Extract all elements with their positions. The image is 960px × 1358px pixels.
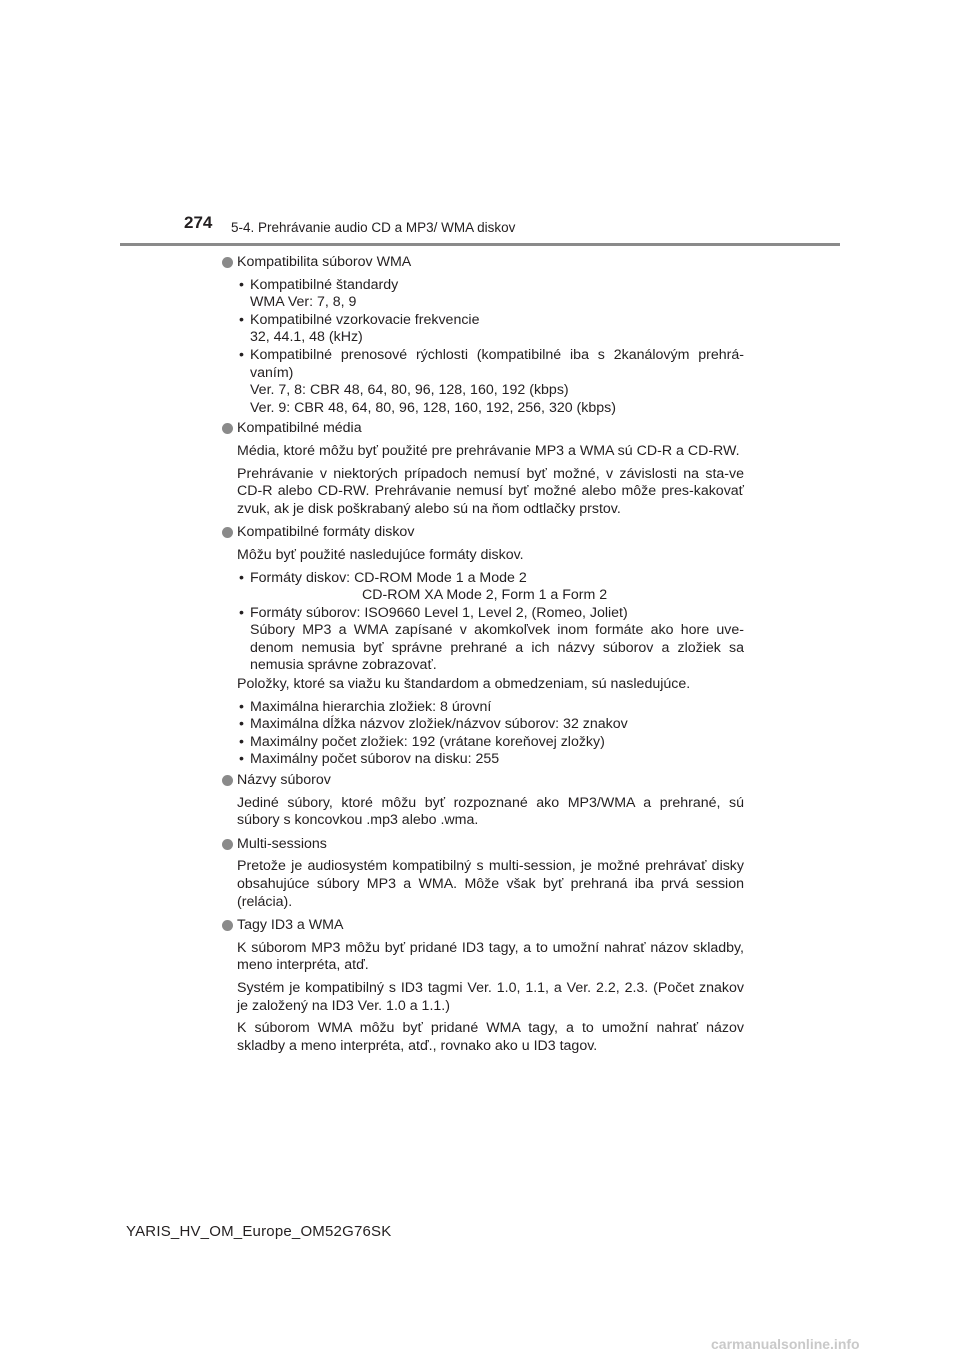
- item-line: CD-ROM XA Mode 2, Form 1 a Form 2: [362, 587, 608, 604]
- paragraph: K súborom WMA môžu byť pridané WMA tagy, a to umožní nahrať názov skladby a meno interpréta, atď., rovnako ako u ID3 tagov.: [237, 1020, 744, 1054]
- item-line: Ver. 9: CBR 48, 64, 80, 96, 128, 160, 192, 256, 320 (kbps): [250, 399, 616, 416]
- list-item: [237, 277, 744, 312]
- list-item: [237, 570, 744, 605]
- list-item: [237, 312, 744, 347]
- item-line: WMA Ver: 7, 8, 9: [250, 294, 357, 311]
- paragraph: Prehrávanie v niektorých prípadoch nemusí byť možné, v závislosti na sta-ve CD-R alebo CD-RW. Prehrávanie nemusí byť možné alebo môže pres-kakovať zvuk, ak je disk poškrabaný alebo sú na ňom odtlačky prstov.: [237, 465, 744, 517]
- item-line: • Formáty súborov: ISO9660 Level 1, Level 2, (Romeo, Joliet): [250, 604, 628, 621]
- limits-list: [237, 699, 744, 769]
- list-item: • Maximálny počet súborov na disku: 255: [237, 751, 744, 769]
- wma-list: [237, 277, 744, 418]
- topic-heading-tags: [222, 917, 744, 935]
- header-rule: [120, 243, 840, 246]
- list-item: • Maximálna hierarchia zložiek: 8 úrovní: [237, 699, 744, 717]
- item-line: • Kompatibilné štandardy: [250, 276, 399, 293]
- topic-title: Názvy súborov: [237, 772, 331, 789]
- item-line: 32, 44.1, 48 (kHz): [250, 329, 363, 346]
- gray-circle-bullet-icon: [222, 775, 233, 786]
- gray-circle-bullet-icon: [222, 920, 233, 931]
- list-item: • Maximálny počet zložiek: 192 (vrátane koreňovej zložky): [237, 734, 744, 752]
- section-title: 5-4. Prehrávanie audio CD a MP3/ WMA diskov: [231, 220, 516, 235]
- item-line: • Formáty diskov: CD-ROM Mode 1 a Mode 2: [250, 569, 527, 586]
- topic-title: Kompatibilné média: [237, 420, 362, 437]
- paragraph: Môžu byť použité nasledujúce formáty diskov.: [237, 546, 524, 563]
- topic-title: Tagy ID3 a WMA: [237, 917, 344, 934]
- gray-circle-bullet-icon: [222, 423, 233, 434]
- document-code: YARIS_HV_OM_Europe_OM52G76SK: [126, 1223, 392, 1240]
- paragraph: Jediné súbory, ktoré môžu byť rozpoznané ako MP3/WMA a prehrané, sú súbory s koncovkou .mp3 alebo .wma.: [237, 794, 744, 829]
- gray-circle-bullet-icon: [222, 839, 233, 850]
- topic-heading-media: [222, 420, 744, 438]
- item-line: Súbory MP3 a WMA zapísané v akomkoľvek inom formáte ako hore uve-denom nemusia byť správne prehrané a ich názvy súborov a zložiek sa nemusia správne zobrazovať.: [250, 622, 744, 674]
- item-line: Ver. 7, 8: CBR 48, 64, 80, 96, 128, 160, 192 (kbps): [250, 382, 569, 399]
- list-item: [237, 605, 744, 675]
- topic-heading-wma: [222, 254, 744, 272]
- topic-title: Kompatibilita súborov WMA: [237, 254, 412, 270]
- list-item: [237, 347, 744, 417]
- paragraph: Položky, ktoré sa viažu ku štandardom a obmedzeniam, sú nasledujúce.: [237, 676, 691, 693]
- list-item: • Maximálna dĺžka názvov zložiek/názvov súborov: 32 znakov: [237, 716, 744, 734]
- page-number: 274: [184, 213, 213, 232]
- page-content: [222, 254, 744, 1055]
- topic-heading-filenames: [222, 772, 744, 790]
- gray-circle-bullet-icon: [222, 257, 233, 268]
- topic-heading-formats: [222, 524, 744, 542]
- paragraph: K súborom MP3 môžu byť pridané ID3 tagy, a to umožní nahrať názov skladby, meno interpréta, atď.: [237, 939, 744, 974]
- paragraph: Média, ktoré môžu byť použité pre prehrávanie MP3 a WMA sú CD-R a CD-RW.: [237, 442, 740, 459]
- topic-heading-multisession: [222, 836, 744, 854]
- formats-list: [237, 570, 744, 676]
- gray-circle-bullet-icon: [222, 527, 233, 538]
- item-line: • Kompatibilné vzorkovacie frekvencie: [250, 311, 480, 328]
- topic-title: Kompatibilné formáty diskov: [237, 524, 415, 541]
- paragraph: Systém je kompatibilný s ID3 tagmi Ver. 1.0, 1.1, a Ver. 2.2, 2.3. (Počet znakov je založený na ID3 Ver. 1.0 a 1.1.): [237, 979, 744, 1014]
- item-line: • Kompatibilné prenosové rýchlosti (kompatibilné iba s 2kanálovým prehrá-vaním): [250, 346, 744, 381]
- watermark: carmanualsonline.info: [711, 1336, 860, 1352]
- topic-title: Multi-sessions: [237, 835, 327, 852]
- paragraph: Pretože je audiosystém kompatibilný s multi-session, je možné prehrávať disky obsahujúce súbory MP3 a WMA. Môže však byť prehraná iba prvá session (relácia).: [237, 858, 744, 910]
